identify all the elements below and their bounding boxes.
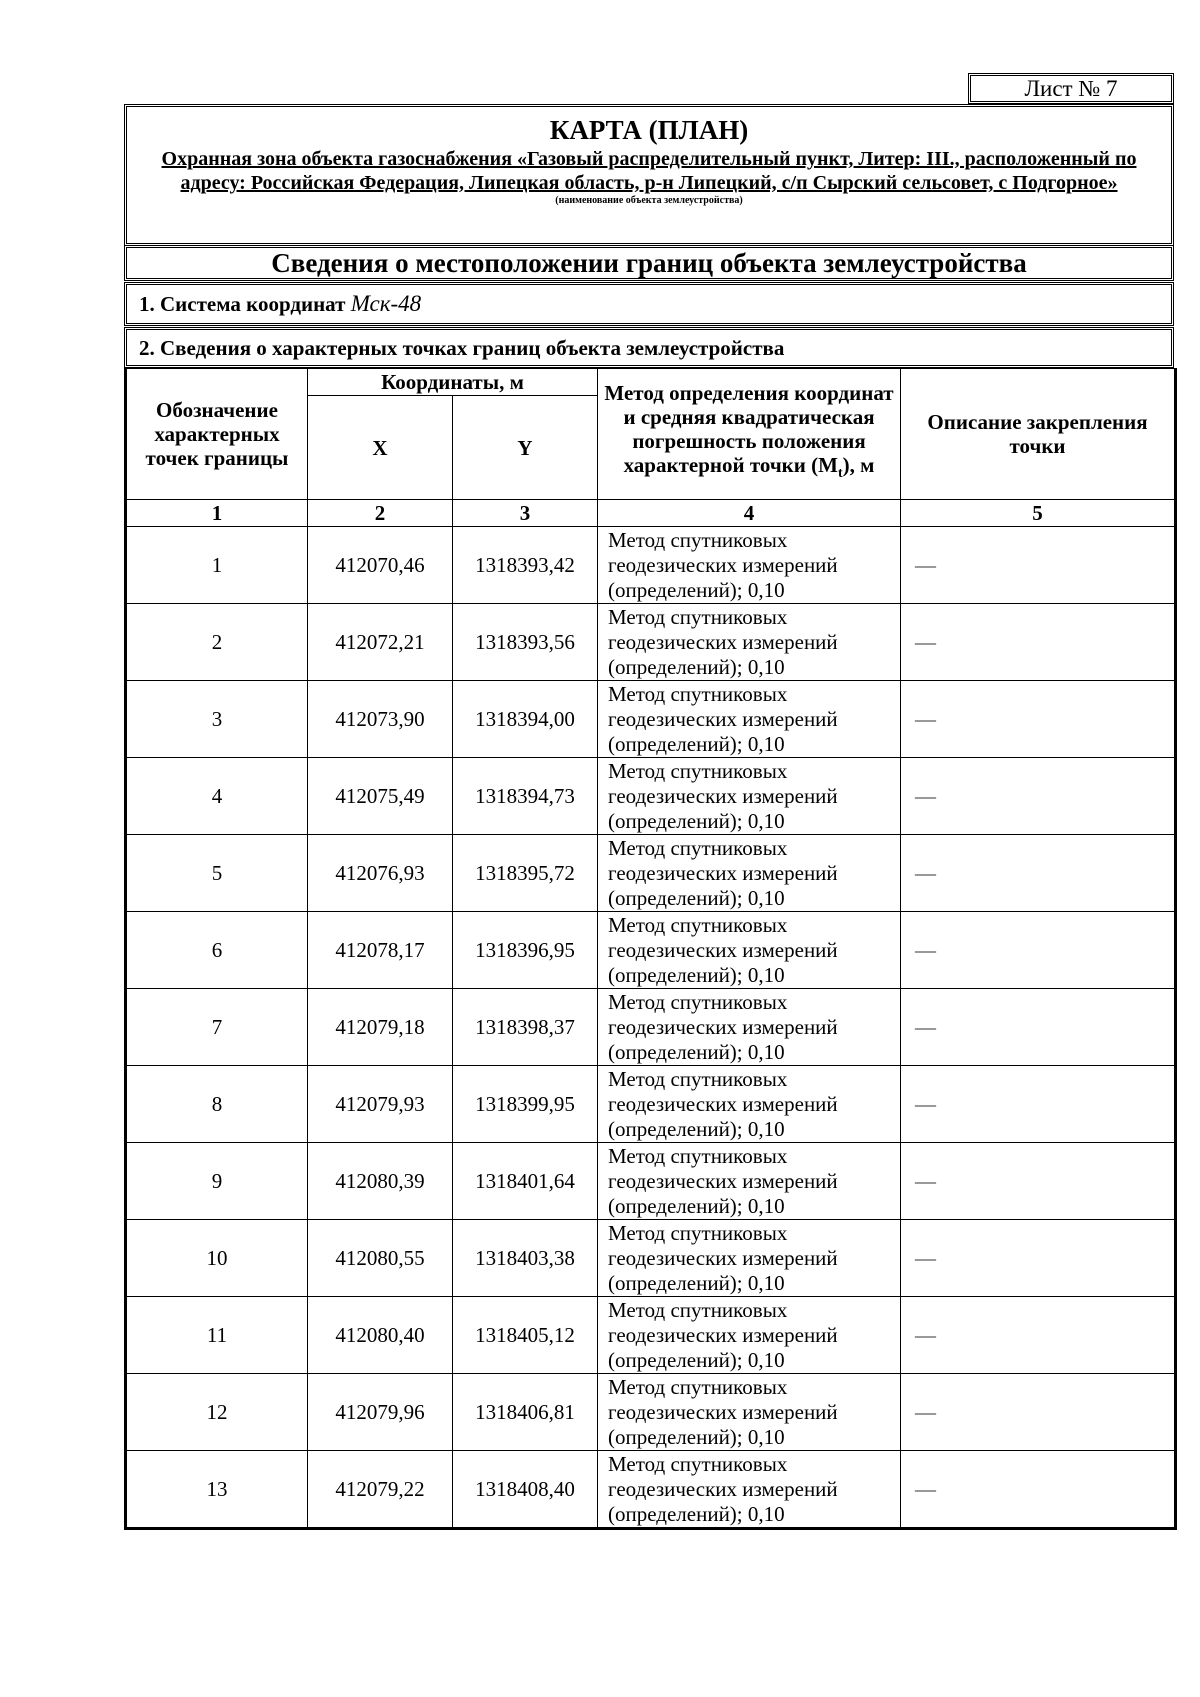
point-id: 11 [126,1297,308,1374]
table-row [126,527,1176,604]
point-x: 412073,90 [308,681,453,758]
point-y: 1318406,81 [453,1374,598,1451]
table-row [126,1143,1176,1220]
point-description: — [901,681,1176,758]
header-y: Y [453,396,598,500]
header-point-id: Обозначение характерных точек границы [126,369,308,500]
point-y: 1318408,40 [453,1451,598,1529]
column-number: 3 [453,500,598,527]
point-method: Метод спутниковых геодезических измерений (определений); 0,10 [598,835,901,912]
table-row [126,835,1176,912]
point-description: — [901,1143,1176,1220]
point-y: 1318396,95 [453,912,598,989]
point-description: — [901,527,1176,604]
column-number: 2 [308,500,453,527]
point-description: — [901,1374,1176,1451]
point-x: 412079,22 [308,1451,453,1529]
point-id: 5 [126,835,308,912]
point-method: Метод спутниковых геодезических измерений (определений); 0,10 [598,1220,901,1297]
point-id: 3 [126,681,308,758]
point-x: 412075,49 [308,758,453,835]
header-method-text: Метод определения координат и средняя квадратическая погрешность положения характерной точки (M [604,381,894,478]
point-method: Метод спутниковых геодезических измерений (определений); 0,10 [598,527,901,604]
point-method: Метод спутниковых геодезических измерений (определений); 0,10 [598,912,901,989]
point-method: Метод спутниковых геодезических измерений (определений); 0,10 [598,1451,901,1529]
table-row [126,604,1176,681]
point-method: Метод спутниковых геодезических измерений (определений); 0,10 [598,1297,901,1374]
points-section-title: 2. Сведения о характерных точках границ объекта землеустройства [124,327,1174,368]
point-y: 1318398,37 [453,989,598,1066]
point-description: — [901,1066,1176,1143]
point-y: 1318401,64 [453,1143,598,1220]
table-row [126,1297,1176,1374]
point-x: 412070,46 [308,527,453,604]
header-coordinates: Координаты, м [308,369,598,396]
point-id: 8 [126,1066,308,1143]
point-description: — [901,912,1176,989]
table-row [126,681,1176,758]
column-number: 1 [126,500,308,527]
table-body [126,527,1176,1529]
point-description: — [901,1220,1176,1297]
point-description: — [901,604,1176,681]
point-y: 1318395,72 [453,835,598,912]
point-id: 6 [126,912,308,989]
boundary-points-table [124,368,1177,1530]
point-id: 10 [126,1220,308,1297]
point-x: 412079,93 [308,1066,453,1143]
point-description: — [901,989,1176,1066]
point-x: 412079,96 [308,1374,453,1451]
coord-system-value: Мск-48 [350,291,422,316]
table-row [126,1451,1176,1529]
coord-system-block [124,282,1174,326]
point-description: — [901,1451,1176,1529]
point-method: Метод спутниковых геодезических измерений (определений); 0,10 [598,604,901,681]
point-y: 1318394,00 [453,681,598,758]
column-number: 5 [901,500,1176,527]
section-title: Сведения о местоположении границ объекта землеустройства [124,245,1174,281]
point-x: 412079,18 [308,989,453,1066]
point-id: 2 [126,604,308,681]
point-id: 4 [126,758,308,835]
point-y: 1318405,12 [453,1297,598,1374]
point-id: 13 [126,1451,308,1529]
title-block [124,104,1174,246]
point-method: Метод спутниковых геодезических измерений (определений); 0,10 [598,1143,901,1220]
point-id: 1 [126,527,308,604]
point-description: — [901,1297,1176,1374]
point-method: Метод спутниковых геодезических измерений (определений); 0,10 [598,989,901,1066]
table-row [126,912,1176,989]
header-x: X [308,396,453,500]
point-x: 412078,17 [308,912,453,989]
header-method [598,369,901,500]
object-name-note: (наименование объекта землеустройства) [555,195,743,206]
point-x: 412080,40 [308,1297,453,1374]
point-method: Метод спутниковых геодезических измерений (определений); 0,10 [598,758,901,835]
document-title: КАРТА (ПЛАН) [549,115,749,145]
header-description: Описание закрепления точки [901,369,1176,500]
point-y: 1318399,95 [453,1066,598,1143]
column-number-row [126,500,1176,527]
coord-system-label: 1. Система координат [139,292,346,316]
point-description: — [901,758,1176,835]
object-name: Охранная зона объекта газоснабжения «Газовый распределительный пункт, Литер: III., расположенный по адресу: Российская Федерация, Липецкая область, р-н Липецкий, с/п Сырский сельсовет, с Подгорное» [161,148,1137,194]
point-x: 412080,55 [308,1220,453,1297]
table-row [126,758,1176,835]
point-x: 412072,21 [308,604,453,681]
header-method-unit: ), м [842,453,875,478]
column-number: 4 [598,500,901,527]
sheet-number-label: Лист № 7 [968,73,1174,104]
point-method: Метод спутниковых геодезических измерений (определений); 0,10 [598,681,901,758]
point-id: 9 [126,1143,308,1220]
point-y: 1318394,73 [453,758,598,835]
table-row [126,1220,1176,1297]
header-method-subscript: t [837,466,843,482]
table-row [126,989,1176,1066]
point-y: 1318393,42 [453,527,598,604]
table-row [126,1066,1176,1143]
point-x: 412076,93 [308,835,453,912]
point-y: 1318403,38 [453,1220,598,1297]
point-id: 12 [126,1374,308,1451]
point-id: 7 [126,989,308,1066]
point-method: Метод спутниковых геодезических измерений (определений); 0,10 [598,1374,901,1451]
point-description: — [901,835,1176,912]
table-row [126,1374,1176,1451]
point-x: 412080,39 [308,1143,453,1220]
point-method: Метод спутниковых геодезических измерений (определений); 0,10 [598,1066,901,1143]
point-y: 1318393,56 [453,604,598,681]
